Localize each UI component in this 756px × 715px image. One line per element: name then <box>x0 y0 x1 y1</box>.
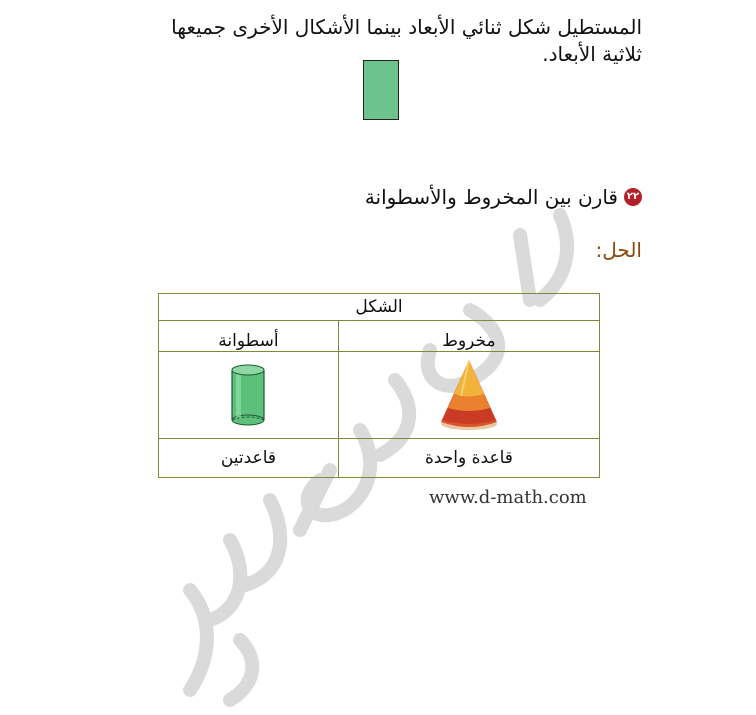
cylinder-icon <box>226 362 270 428</box>
cylinder-bases-cell: قاعدتين <box>159 439 339 478</box>
question-number-badge: ٢٢ <box>624 188 642 206</box>
website-link[interactable]: www.d-math.com <box>429 487 587 508</box>
question-text: قارن بين المخروط والأسطوانة <box>364 185 618 209</box>
solution-label: الحل: <box>595 238 642 262</box>
table-figures-row <box>159 352 600 439</box>
table-header-cell: الشكل <box>159 294 600 321</box>
table-bases-row <box>159 439 600 478</box>
table-names-row <box>159 321 600 352</box>
cone-bases-cell: قاعدة واحدة <box>338 439 599 478</box>
rectangle-figure <box>363 60 399 120</box>
cone-icon <box>437 356 501 434</box>
cylinder-name-cell: أسطوانة <box>159 321 339 352</box>
question-line <box>365 183 642 211</box>
intro-paragraph: المستطيل شكل ثنائي الأبعاد بينما الأشكال الأخرى جميعها ثلاثية الأبعاد. <box>171 15 642 66</box>
comparison-table <box>158 293 600 478</box>
cone-name-cell: مخروط <box>338 321 599 352</box>
cylinder-figure-cell <box>159 352 339 439</box>
table-header-row <box>159 294 600 321</box>
cone-figure-cell <box>338 352 599 439</box>
